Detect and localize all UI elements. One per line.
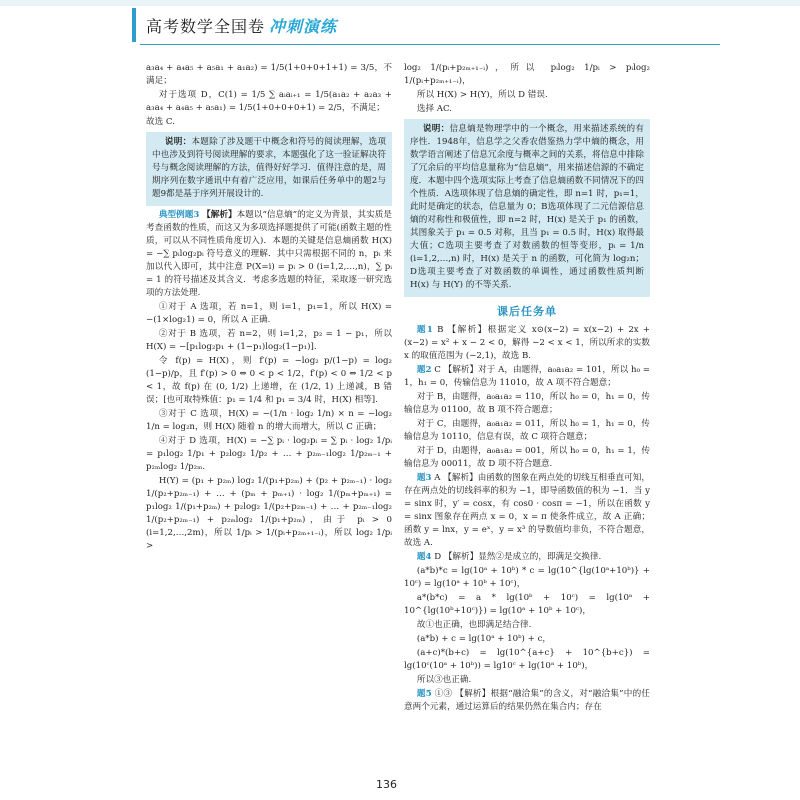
- task-item: (a*b) + c = lg(10ᵃ + 10ᵇ) + c，: [416, 634, 551, 644]
- task-item: [404, 364, 650, 390]
- right-column: [404, 62, 650, 715]
- task-item: [404, 472, 650, 550]
- paragraph: ②对于 B 选项，若 n=2，则 i=1,2，p₂ = 1 − p₁，所以 H(X) = −[p₁log₂p₁ + (1−p₁)log₂(1−p₁)].: [146, 329, 392, 352]
- task-item: [404, 688, 650, 714]
- header-accent-bar: [132, 8, 136, 42]
- paragraph: 选择 AC.: [416, 104, 453, 114]
- task-body: B 【解析】根据定义 x⊙(x−2) = x(x−2) + 2x + (x−2) = x² + x − 2 < 0，解得 −2 < x < 1，所以所求的实数 x 的取值范围为 (−2,1)，故选 B.: [404, 325, 650, 361]
- note-box: [404, 119, 650, 297]
- paragraph: 故选 C.: [146, 117, 175, 127]
- page-number: 136: [376, 778, 397, 791]
- task-item: 对于 D，由题得，a₀a₁a₂ = 001，所以 h₀ = 0，h₁ = 1，传输信息为 00011，故 D 项不符合题意.: [404, 446, 650, 469]
- task-item: (a+c)*(b+c) = lg(10^{a+c} + 10^{b+c}) = lg(10ᶜ(10ᵃ + 10ᵇ)) = lg10ᶜ + lg(10ᵃ + 10ᵇ)，: [404, 648, 650, 671]
- note-body: 本题除了涉及题干中概念和符号的阅读理解，选项中也涉及到符号阅读理解的要求，本题强化了这一验证解决符号与概念阅读理解的方法，值得好好学习．值得注意的是，周期序列在数字通讯中有着广泛应用，如课后任务单中的题2与题9都是基于序列开展设计的.: [152, 137, 386, 199]
- paragraph: 所以 H(X) > H(Y)，所以 D 错误.: [416, 90, 548, 100]
- analysis-label: 【解析】: [202, 210, 237, 220]
- paragraph: H(Y) = (p₁ + p₂ₘ) log₂ 1/(p₁+p₂ₘ) + (p₂ + p₂ₘ₋₁) · log₂ 1/(p₂+p₂ₘ₋₁) + … + (pₘ + pₘ₊₁) · log₂ 1/(pₘ+pₘ₊₁) = p₁log₂ 1/(p₁+p₂ₘ) + p₂log₂ 1/(p₂+p₂ₘ₋₁) + … + p₂ₘ₋₁log₂ 1/(p₂+p₂ₘ₋₁) + p₂ₘlog₂ 1/(p₁+p₂ₘ)，由于 pᵢ > 0 (i=1,2,…,2m)，所以 1/pᵢ > 1/(pᵢ+p₂ₘ₊₁₋ᵢ)，所以 log₂ 1/pᵢ >: [146, 476, 392, 551]
- paragraph: log₂ 1/(pᵢ+p₂ₘ₊₁₋ᵢ)，所以 pᵢlog₂ 1/pᵢ > pᵢlog₂ 1/(pᵢ+p₂ₘ₊₁₋ᵢ)，: [404, 63, 650, 86]
- task-item: a*(b*c) = a * lg(10ᵇ + 10ᶜ) = lg(10ᵃ + 10^{lg(10ᵇ+10ᶜ)}) = lg(10ᵃ + 10ᵇ + 10ᶜ)，: [404, 593, 650, 616]
- task-label: 题2: [416, 365, 432, 375]
- task-label: 题1: [416, 325, 433, 335]
- left-column: [146, 62, 392, 554]
- example-intro: [146, 209, 392, 300]
- task-item: [404, 551, 650, 564]
- task-body: ①③ 【解析】根据“融洽集”的含义，对“融洽集”中的任意两个元素，通过运算后的结果仍然在集合内；存在: [404, 689, 651, 712]
- task-item: [404, 324, 650, 363]
- example-text: 本题以“信息熵”的定义为背景，其实质是考查函数的性质，而这又为多项选择题提供了可能(函数主题的性质，可以从不同性质角度切入)．本题的关键是信息熵函数 H(X) = −∑ pᵢlog₂pᵢ 符号意义的理解．其中只需根据不同的 n，pᵢ 来加以代入即可，其中注意 P(X=i) = pᵢ > 0 (i=1,2,…,n)，∑ pᵢ = 1 的符号描述及其含义．考虑多选题的特征，采取逐一研究选项的方法处理.: [146, 210, 392, 298]
- paragraph: ③对于 C 选项，H(X) = −(1/n · log₂ 1/n) × n = −log₂ 1/n = log₂n，则 H(X) 随着 n 的增大而增大，所以 C 正确；: [146, 409, 392, 432]
- header-title: 高考数学全国卷: [146, 17, 266, 36]
- paragraph: 对于选项 D，C(1) = 1/5 ∑ aᵢaᵢ₊₁ = 1/5(a₁a₂ + a₂a₃ + a₃a₄ + a₄a₅ + a₅a₁) = 1/5(1+0+0+0+1) = 2/5，不满足；: [146, 90, 392, 113]
- task-item: (a*b)*c = lg(10ᵃ + 10ᵇ) * c = lg(10^{lg(10ᵃ+10ᵇ)} + 10ᶜ) = lg(10ᵃ + 10ᵇ + 10ᶜ)，: [404, 566, 650, 589]
- top-strip: [0, 0, 800, 6]
- task-item: 故①也正确，也即满足结合律.: [416, 620, 532, 630]
- task-body: D 【解析】显然②是成立的，即满足交换律.: [434, 552, 602, 562]
- paragraph: ①对于 A 选项，若 n=1，则 i=1，p₁=1，所以 H(X) = −(1×log₂1) = 0，所以 A 正确.: [146, 302, 392, 325]
- page-header: [146, 14, 337, 37]
- task-body: C 【解析】对于 A，由题得，a₀a₁a₂ = 101，所以 h₀ = 1，h₁ = 0，传输信息为 11010，故 A 项不符合题意；: [404, 365, 650, 388]
- note-text: [152, 136, 386, 201]
- task-label: 题4: [416, 552, 432, 562]
- note-label: 说明：: [164, 137, 192, 147]
- note-body: 信息熵是物理学中的一个概念，用来描述系统的有序性．1948年，信息学之父香农借鉴热力学中熵的概念，用数学语言阐述了信息冗余度与概率之间的关系，将信息中排除了冗余后的平均信息量称为“信息熵”，用来描述信源的不确定度．本题中四个选项实际上考查了信息熵函数不同情况下的四个性质．A选项体现了信息熵的确定性，即 n=1 时，p₁=1，此时是确定的状态，信息量为 0；B选项体现了二元信源信息熵的对称性和极值性，即 n=2 时，H(x) 是关于 p₁ 的函数，其图象关于 p₁ = 0.5 对称，且当 p₁ = 0.5 时，H(x) 取得最大值；C选项主要考查了对数函数的恒等变形，pᵢ = 1/n (i=1,2,…,n) 时，H(x) 是关于 n 的函数，可化简为 log₂n；D选项主要考查了对数函数的单调性，通过函数性质判断 H(x) 与 H(Y) 的不等关系.: [410, 124, 644, 290]
- header-highlight: 冲刺演练: [269, 17, 338, 36]
- paragraph: a₃a₄ + a₄a₅ + a₅a₁ + a₁a₂) = 1/5(1+0+0+1+1) = 3/5，不满足；: [146, 63, 392, 86]
- task-label: 题5: [416, 689, 432, 699]
- note-text: [410, 123, 644, 292]
- note-label: 说明：: [422, 124, 450, 134]
- section-title: 课后任务单: [497, 305, 557, 318]
- task-body: A 【解析】由函数的图象在两点处的切线互相垂直可知，存在两点处的切线斜率的积为 −1，即导函数值的积为 −1．当 y = sinx 时，y′ = cosx，有 cos0 · cosπ = −1，所以在函数 y = sinx 图象存在两点 x = 0，x = π 使条件成立，故 A 正确；函数 y = lnx，y = eˣ，y = x³ 的导数值均非负，不符合题意，故选 A.: [404, 473, 651, 548]
- task-item: 所以③也正确.: [416, 675, 472, 685]
- note-box: [146, 132, 392, 206]
- header-rule: [140, 44, 720, 45]
- paragraph: ④对于 D 选项，H(X) = −∑ pᵢ · log₂pᵢ = ∑ pᵢ · log₂ 1/pᵢ = p₁log₂ 1/p₁ + p₂log₂ 1/p₂ + … + p₂ₘ₋₁log₂ 1/p₂ₘ₋₁ + p₂ₘlog₂ 1/p₂ₘ.: [146, 436, 392, 472]
- example-label: 典型例题3: [158, 210, 200, 220]
- task-item: 对于 B，由题得，a₀a₁a₂ = 110，所以 h₀ = 0，h₁ = 0，传输信息为 01100，故 B 项不符合题意；: [404, 392, 650, 415]
- task-label: 题3: [416, 473, 432, 483]
- task-item: 对于 C，由题得，a₀a₁a₂ = 011，所以 h₀ = 1，h₁ = 0，传输信息为 10110，信息有误，故 C 项符合题意；: [404, 419, 650, 442]
- paragraph: 令 f(p) = H(X)，则 f′(p) = −log₂ p/(1−p) = log₂ (1−p)/p，且 f′(p) > 0 ⇔ 0 < p < 1/2，f′(p) < 0 ⇔ 1/2 < p < 1，故 f(p) 在 (0, 1/2) 上递增，在 (1/2, 1) 上递减，B 错误；[也可取特殊值：p₁ = 1/4 和 p₁ = 3/4 时，H(X) 相等].: [146, 356, 392, 405]
